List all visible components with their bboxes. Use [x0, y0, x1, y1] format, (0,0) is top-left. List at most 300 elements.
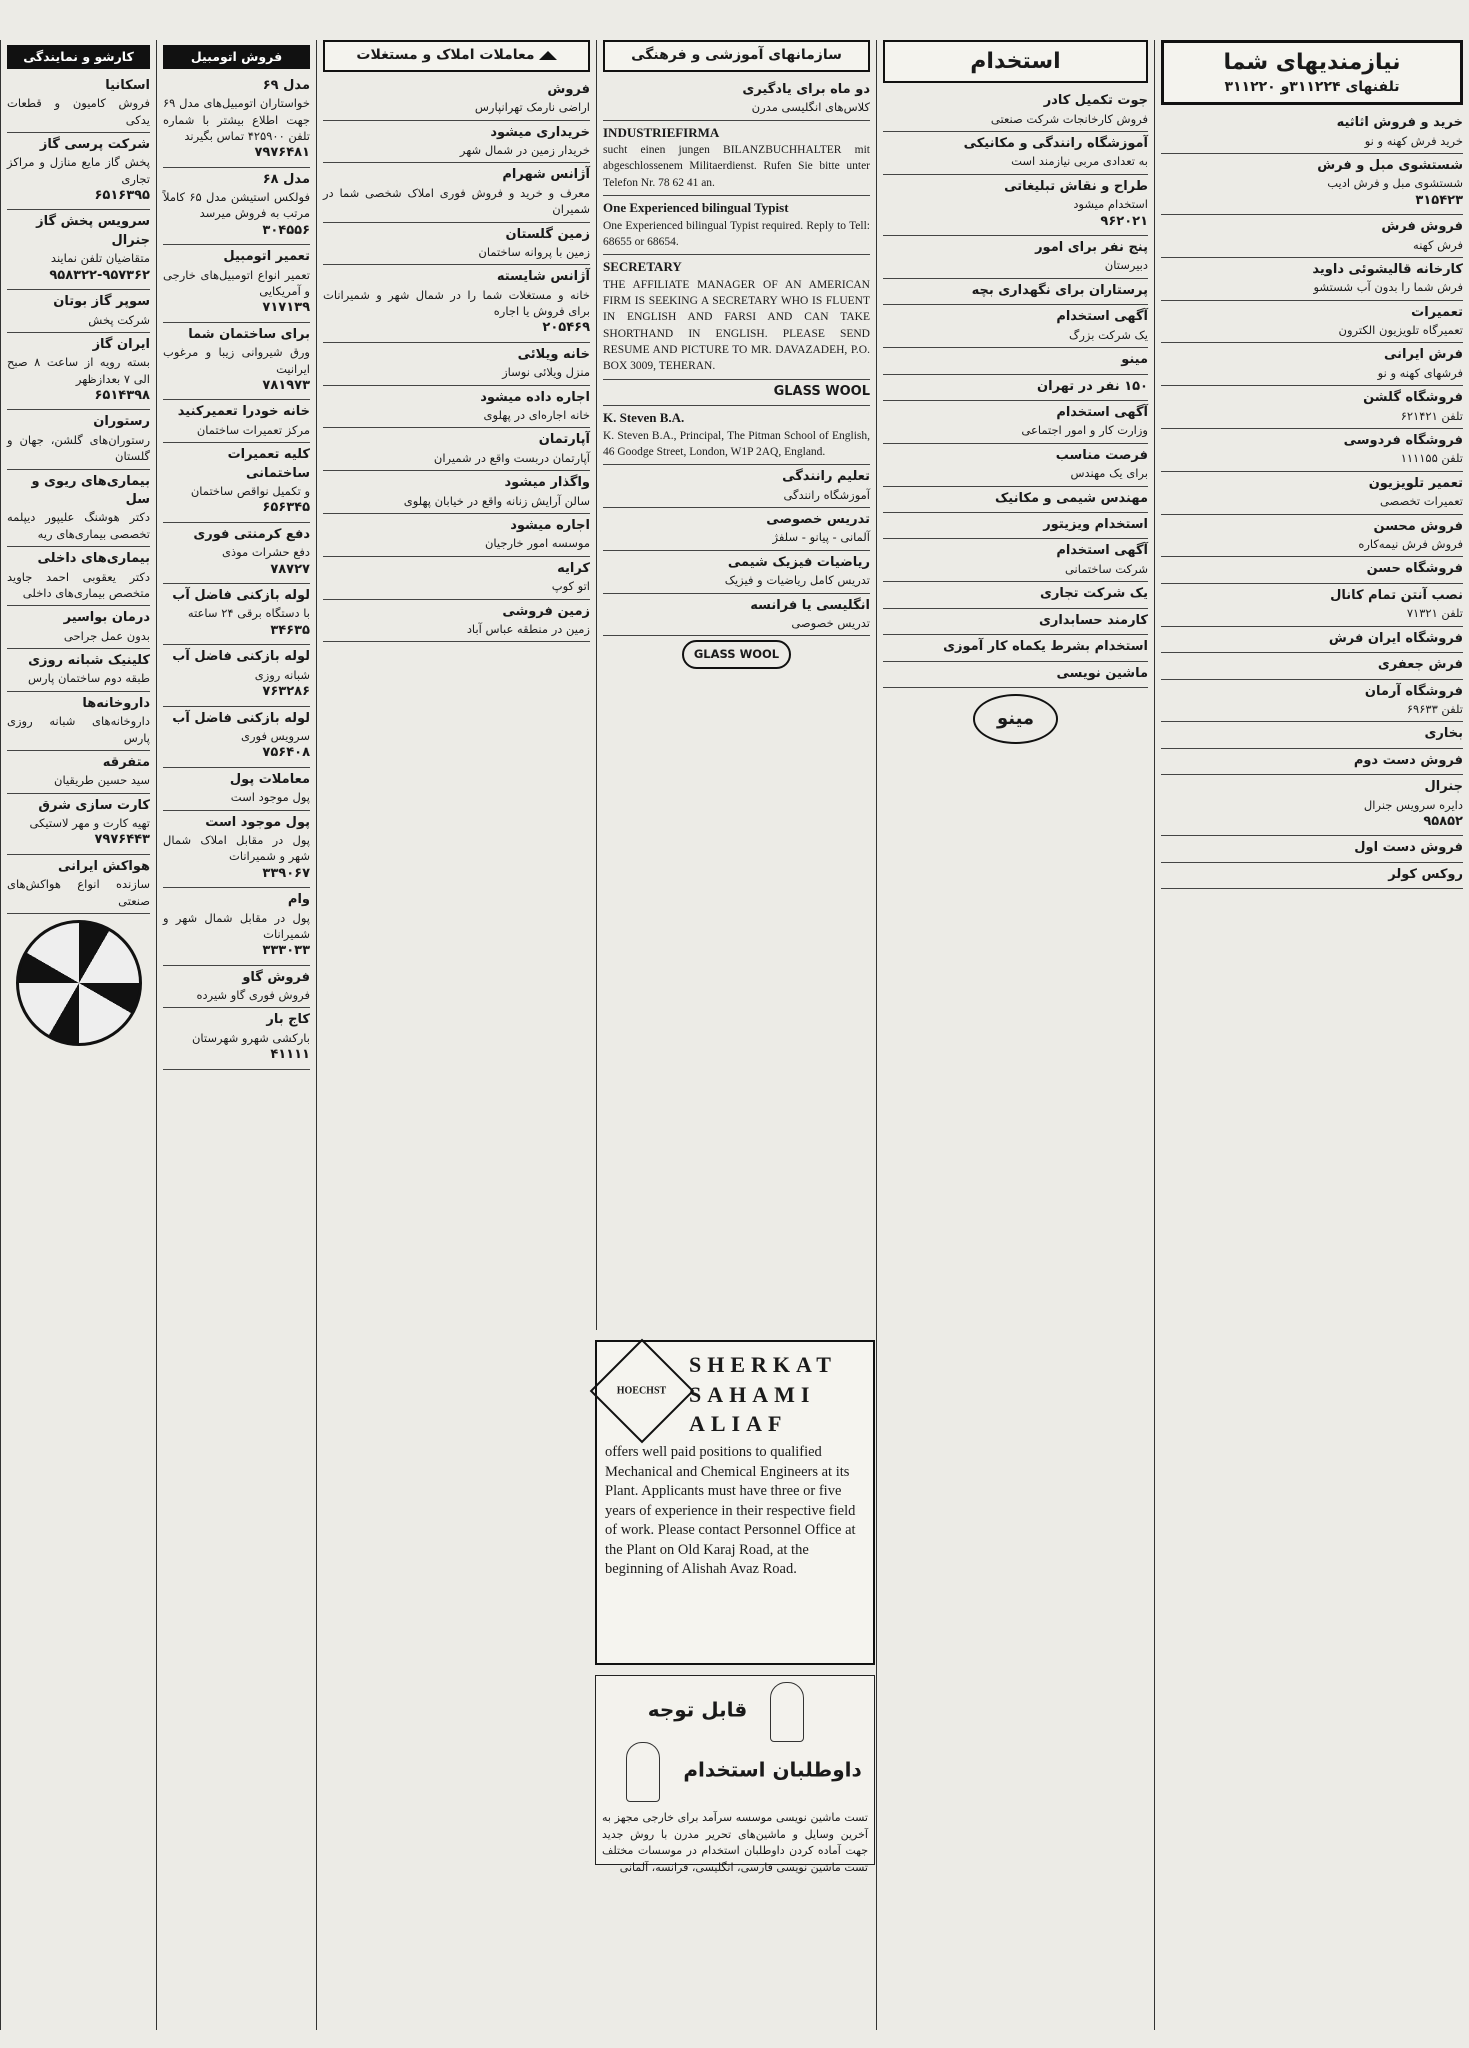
ad-title: تعلیم رانندگی: [782, 469, 870, 485]
ad-title: فروش: [547, 81, 590, 97]
ad-title: ریاضیات فیزیک شیمی: [727, 554, 870, 570]
ad-body: دبیرستان: [1104, 258, 1148, 273]
classified-ad: [7, 333, 150, 411]
classified-ad: [1161, 749, 1463, 775]
ad-body: تعمیرگاه تلویزیون الکترون: [1338, 323, 1463, 338]
ad-body: بسته رویه از ساعت ۸ صبح الی ۷ بعدازظهر: [7, 355, 150, 386]
ad-title: استخدام بشرط یکماه کار آموزی: [943, 639, 1148, 655]
classified-ad: [1161, 386, 1463, 429]
hoechst-logo: HOECHST: [590, 1339, 695, 1444]
classified-ad: [7, 649, 150, 692]
header-phones: تلفنهای ۳۱۱۲۲۴و ۳۱۱۲۲۰: [1224, 79, 1400, 96]
house-icon: [539, 51, 557, 60]
ad-title: شرکت پرسی گاز: [39, 136, 150, 152]
classified-ad: [7, 794, 150, 855]
classified-ad: [1161, 301, 1463, 344]
ad-body: فولکس استیشن مدل ۶۵ کاملاً مرتب به فروش میرسد: [163, 190, 310, 221]
ad-title: لوله بازکنی فاضل آب: [172, 649, 310, 665]
ad-title: فروشگاه حسن: [1366, 561, 1463, 577]
ad-title: One Experienced bilingual Typist: [603, 200, 789, 216]
classified-ad: [163, 443, 310, 523]
fan-icon: [16, 920, 142, 1046]
classified-ad: [883, 236, 1148, 279]
ad-body: دکتر یعقوبی احمد جاوید متخصص بیماری‌های داخلی: [7, 569, 150, 600]
classified-ad: [1161, 722, 1463, 748]
ad-title: رستوران: [93, 414, 150, 430]
classified-ad: [163, 811, 310, 889]
ad-body: بدون عمل جراحی: [63, 628, 150, 643]
ad-title: کلینیک شبانه روزی: [28, 653, 150, 669]
ad-title: مدل ۶۹: [262, 77, 310, 93]
column-6: [1154, 40, 1469, 2030]
ad-title: تعمیر اتومبیل: [223, 249, 310, 265]
ad-body: فروش کامیون و قطعات یدکی: [7, 96, 150, 127]
classified-ad: [1161, 215, 1463, 258]
ad-phone: ۹۶۲۰۲۱: [1100, 213, 1148, 229]
classified-ad: [883, 487, 1148, 513]
classified-ad: [603, 255, 870, 379]
classified-ad: [1161, 472, 1463, 515]
ad-title: آژانس شایسته: [496, 269, 590, 285]
ad-body: شرکت پخش: [88, 312, 150, 327]
classified-ad: [323, 121, 590, 164]
ad-title: فروشگاه فردوسی: [1343, 433, 1463, 449]
classified-ad: [1161, 863, 1463, 889]
ad-title: آگهی استخدام: [1056, 309, 1148, 325]
column-5-header: [883, 40, 1148, 83]
ad-body: تهیه کارت و مهر لاستیکی: [29, 816, 150, 831]
column-2-ads: [163, 74, 310, 1070]
classified-ad: [163, 523, 310, 584]
ad-body: با دستگاه برقی ۲۴ ساعته: [187, 606, 310, 621]
ad-title: کاج بار: [266, 1012, 310, 1028]
ad-title: لوله بازکنی فاضل آب: [172, 710, 310, 726]
ad-title: تعمیرات: [1411, 304, 1463, 320]
ad-title: آپارتمان: [538, 432, 590, 448]
header-title: نیازمندیهای شما: [1223, 50, 1401, 75]
classified-ad: [7, 290, 150, 333]
ad-title: استخدام ویزیتور: [1043, 516, 1148, 532]
ad-body: خواستاران اتومبیل‌های مدل ۶۹ جهت اطلاع بیشتر با شماره تلفن ۴۲۵۹۰۰ تماس بگیرند: [163, 96, 310, 143]
header-title: استخدام: [970, 49, 1061, 74]
ad-phone: ۷۶۳۲۸۶: [262, 684, 310, 700]
column-6-header: [1161, 40, 1463, 105]
ad-title: GLASS WOOL: [773, 383, 870, 399]
mino-logo: مینو: [973, 694, 1058, 744]
classified-ad: [883, 609, 1148, 635]
ad-body: خانه اجاره‌ای در پهلوی: [483, 408, 590, 423]
header-title: سازمانهای آموزشی و فرهنگی: [631, 47, 842, 63]
ad-body: آموزشگاه رانندگی: [783, 487, 870, 502]
ad-title: شستشوی مبل و فرش: [1317, 157, 1463, 173]
ad-title: مینو: [1121, 352, 1148, 368]
ad-body: تلفن ۱۱۱۱۵۵: [1400, 451, 1463, 466]
ad-body: زمین با پروانه ساختمان: [478, 245, 590, 259]
ad-phone: ۳۱۵۴۲۳: [1415, 192, 1463, 208]
classified-ad: [323, 471, 590, 514]
classified-ad: [7, 692, 150, 751]
ad-body: سازنده انواع هواکش‌های صنعتی: [7, 877, 150, 908]
ad-title: واگذار میشود: [504, 475, 590, 491]
classified-ad: [883, 513, 1148, 539]
ad-title: هواکش ایرانی: [58, 858, 150, 874]
ad-body: تلفن ۶۹۶۳۳: [1406, 701, 1463, 716]
ad-body: استخدام میشود: [1073, 197, 1148, 212]
ad-body: شستشوی مبل و فرش ادیب: [1327, 176, 1463, 191]
ad-body: تلفن ۶۲۱۴۲۱: [1400, 408, 1463, 423]
ad-title: مدل ۶۸: [262, 171, 310, 187]
ad-title: آگهی استخدام: [1056, 404, 1148, 420]
classified-ad: [1161, 258, 1463, 301]
ad-title: بیماری‌های ریوی و سل: [31, 473, 150, 508]
ad-body: برای یک مهندس: [1070, 466, 1148, 481]
ad-title: ایران گاز: [92, 336, 150, 352]
classified-ad: [1161, 515, 1463, 558]
ad-title: بیماری‌های داخلی: [37, 551, 150, 567]
classified-ad: [323, 557, 590, 600]
column-2: [156, 40, 316, 2030]
ad-title: INDUSTRIEFIRMA: [603, 124, 720, 140]
ad-title: خانه ویلائی: [517, 346, 590, 362]
column-6-ads: [1161, 111, 1463, 889]
classified-ad: [163, 707, 310, 768]
ad-phone: ۷۹۷۶۴۸۱: [254, 145, 310, 161]
classified-ad: [7, 470, 150, 548]
ad-body: موسسه امور خارجیان: [484, 536, 590, 551]
column-1-ads: [7, 74, 150, 914]
classified-ad: [603, 406, 870, 465]
ad-title: وام: [287, 892, 310, 908]
ad-title: فروش دست اول: [1354, 840, 1463, 856]
classified-ad: [1161, 653, 1463, 679]
ad-body: تست ماشین نویسی موسسه سرآمد برای خارجی مجهز به آخرین وسایل و ماشین‌های تحریر مدرن با روش جدید جهت آماده کردن داوطلبان استخدام در موسسات مختلف تست ماشین نویسی فارسی، انگلیسی، فرانسه، آلمانی: [602, 1811, 868, 1874]
ad-title: خریداری میشود: [490, 124, 590, 140]
ad-phone: ۷۹۷۶۴۴۳: [94, 832, 150, 848]
classified-ad: [163, 966, 310, 1009]
column-3: [316, 40, 596, 2030]
classified-ad: [603, 508, 870, 551]
ad-phone: ۹۵۸۳۲۲-۹۵۷۳۶۲: [49, 267, 150, 283]
ad-title: اسکانیا: [105, 77, 150, 93]
classified-ad: [1161, 343, 1463, 386]
classified-ad: [163, 74, 310, 168]
column-5: [876, 40, 1154, 2030]
ad-body: سرویس فوری: [240, 728, 310, 743]
hoechst-ad: [595, 1340, 875, 1665]
ad-body: و تکمیل نواقص ساختمان: [190, 484, 310, 499]
ad-title: زمین گلستان: [505, 226, 590, 242]
classified-ad: [883, 132, 1148, 175]
classified-ad: [1161, 111, 1463, 154]
ad-title: سرویس پخش گاز جنرال: [36, 214, 150, 248]
classified-ad: [1161, 154, 1463, 215]
ad-body: پول موجود است: [230, 790, 310, 805]
classified-ad: [7, 210, 150, 290]
ad-title: اجاره میشود: [510, 518, 590, 534]
ad-body: THE AFFILIATE MANAGER OF AN AMERICAN FIRM IS SEEKING A SECRETARY WHO IS FLUENT IN ENGLISH AND FARSI AND CAN TAKE SHORTHAND IN ENGLISH. PLEASE SEND RESUME AND PICTURE TO MR. DAVAZADEH, P.O. BOX 3009, TEHERAN.: [603, 278, 870, 373]
ad-body: خرید فرش کهنه و نو: [1364, 133, 1463, 148]
ad-title: پول موجود است: [205, 814, 310, 830]
ad-body: منزل ویلائی نوساز: [502, 365, 590, 380]
ad-body: پول در مقابل املاک شمال شهر و شمیرانات: [163, 832, 310, 864]
ad-title: ۱۵۰ نفر در تهران: [1037, 378, 1148, 394]
classified-ad: [883, 401, 1148, 444]
classified-ad: [1161, 584, 1463, 627]
classified-ad: [1161, 429, 1463, 472]
ad-title: سوپر گاز بوتان: [53, 294, 150, 310]
ad-body: sucht einen jungen BILANZBUCHHALTER mit abgeschlossenem Militaerdienst. Rufen Sie bitte unter Telefon Nr. 78 62 41 an.: [603, 144, 870, 189]
ad-phone: ۳۰۴۵۵۶: [262, 222, 310, 238]
ad-title: تدریس خصوصی: [766, 511, 870, 527]
ad-title: داروخانه‌ها: [82, 695, 150, 711]
classified-ad: [603, 196, 870, 255]
ad-body: مرکز تعمیرات ساختمان: [196, 422, 310, 437]
ad-title: دو ماه برای یادگیری: [742, 81, 870, 97]
ad-body: K. Steven B.A., Principal, The Pitman School of English, 46 Goodge Street, London, W1P 2AQ, England.: [603, 429, 870, 458]
ad-title: روکس کولر: [1388, 866, 1463, 882]
column-5-ads: [883, 89, 1148, 688]
ad-title: فرش جعفری: [1377, 657, 1463, 673]
ad-body: دایره سرویس جنرال: [1363, 797, 1463, 812]
classified-ad: [163, 768, 310, 811]
ad-phone: ۲۰۵۴۶۹: [542, 320, 590, 336]
classified-ad: [7, 74, 150, 133]
ad-body: سید حسین طریقیان: [54, 773, 150, 788]
ad-title: اجاره داده میشود: [480, 389, 590, 405]
ad-body: تدریس کامل ریاضیات و فیزیک: [724, 573, 870, 588]
ad-phone: ۶۵۱۶۳۹۵: [94, 187, 150, 203]
woman-figure-icon: [770, 1682, 804, 1742]
ad-body: تعمیرات تخصصی: [1379, 494, 1463, 509]
column-3-header: [323, 40, 590, 72]
classified-ad: [163, 323, 310, 401]
classified-ad: [7, 133, 150, 211]
classified-ad: [883, 635, 1148, 661]
ad-title: خرید و فروش اثاثیه: [1336, 115, 1463, 131]
ad-phone: ۶۵۱۴۳۹۸: [94, 388, 150, 403]
ad-title: قابل توجه داوطلبان استخدام: [647, 1697, 862, 1782]
ad-title: کارمند حسابداری: [1038, 612, 1148, 628]
ad-title: پنج نفر برای امور: [1035, 240, 1148, 256]
ad-title: برای ساختمان شما: [188, 326, 310, 342]
ad-title: طراح و نقاش تبلیغاتی: [1004, 178, 1148, 194]
ad-body: پول در مقابل شمال شهر و شمیرانات: [163, 910, 310, 941]
classified-ad: [883, 582, 1148, 608]
classified-ad: [883, 89, 1148, 132]
column-4-ads: [603, 78, 870, 636]
ad-body: رستوران‌های گلشن، جهان و گلستان: [7, 432, 150, 464]
ad-title: فرش ایرانی: [1384, 347, 1463, 363]
ad-title: دفع کرمنتی فوری: [193, 526, 310, 542]
classified-ad: [7, 410, 150, 469]
classified-ad: [323, 600, 590, 643]
ad-title: آموزشگاه رانندگی و مکانیکی: [963, 136, 1148, 152]
classified-ad: [883, 444, 1148, 487]
classified-ad: [323, 428, 590, 471]
ad-body: پخش گاز مایع منازل و مراکز تجاری: [7, 155, 150, 186]
ad-body: به تعدادی مربی نیازمند است: [1011, 154, 1148, 169]
classified-ad: [1161, 836, 1463, 862]
column-3-ads: [323, 78, 590, 642]
ad-body: ورق شیروانی زیبا و مرغوب ایرانیت: [163, 345, 310, 376]
ad-title: پرستاران برای نگهداری بچه: [971, 282, 1148, 298]
ad-body: فروش فرش نیمه‌کاره: [1358, 537, 1463, 552]
header-title: معاملات املاک و مستغلات: [356, 47, 535, 63]
ad-phone: ۹۵۸۵۲: [1423, 813, 1463, 829]
ad-title: درمان بواسیر: [63, 610, 150, 626]
classified-ad: [883, 348, 1148, 374]
classified-ad: [603, 551, 870, 594]
ad-body: اتو کوپ: [551, 579, 590, 594]
classified-ad: [1161, 557, 1463, 583]
ad-title: متفرقه: [102, 754, 150, 770]
classified-ad: [883, 539, 1148, 582]
company-name: SHERKAT SAHAMI ALIAF: [689, 1352, 837, 1437]
ad-body: شبانه روزی: [254, 667, 310, 682]
ad-phone: ۷۱۷۱۳۹: [262, 300, 310, 316]
classified-ad: [323, 78, 590, 121]
classified-ad: [603, 121, 870, 196]
classified-ad: [883, 279, 1148, 305]
ad-title: ماشین نویسی: [1056, 665, 1148, 681]
typing-test-ad: [595, 1675, 875, 1874]
ad-phone: ۳۴۶۳۵: [270, 622, 310, 638]
classified-ad: [7, 547, 150, 606]
classified-ad: [883, 662, 1148, 688]
ad-body: خریدار زمین در شمال شهر: [459, 143, 590, 158]
ad-title: فروش گاو: [242, 969, 310, 985]
ad-body: بارکشی شهرو شهرستان: [191, 1030, 310, 1045]
ad-body: دفع حشرات موذی: [221, 545, 310, 560]
ad-title: نصب آنتن تمام کانال: [1330, 587, 1463, 603]
ad-body: One Experienced bilingual Typist required. Reply to Tell: 68655 or 68654.: [603, 219, 870, 248]
ad-body: شرکت ساختمانی: [1064, 561, 1148, 576]
column-2-header: فروش اتومبیل: [163, 45, 310, 69]
ad-phone: ۷۸۱۹۷۳: [262, 377, 310, 393]
column-1-header: کارشو و نمایندگی: [7, 45, 150, 69]
classified-ad: [163, 168, 310, 246]
classified-ad: [1161, 775, 1463, 836]
classified-ad: [7, 606, 150, 649]
ad-body: آلمانی - پیانو - سلفژ: [772, 530, 870, 545]
ad-body: فرش شما را بدون آب شستشو: [1313, 280, 1463, 295]
ad-title: کارخانه قالیشوئی داوید: [1312, 261, 1463, 277]
ad-title: کلیه تعمیرات ساختمانی: [227, 447, 310, 481]
classified-ad: [323, 223, 590, 266]
ad-body: سالن آرایش زنانه واقع در خیابان پهلوی: [403, 493, 590, 508]
classified-ad: [883, 175, 1148, 236]
ad-title: جنرال: [1424, 779, 1463, 795]
classified-ad: [163, 584, 310, 645]
ad-body: معرف و خرید و فروش فوری املاک شخصی شما در شمیران: [323, 185, 590, 217]
ad-body: داروخانه‌های شبانه روزی پارس: [7, 714, 150, 745]
ad-body: خانه و مستغلات شما را در شمال شهر و شمیرانات برای فروش یا اجاره: [323, 287, 590, 319]
ad-title: کارت سازی شرق: [38, 797, 150, 813]
ad-title: یک شرکت تجاری: [1040, 586, 1148, 602]
classified-ad: [163, 1008, 310, 1069]
ad-body: دکتر هوشنگ علیپور دیپلمه تخصصی بیماری‌های ریه: [7, 510, 150, 541]
classified-ad: [323, 386, 590, 429]
ad-phone: ۶۵۶۳۴۵: [262, 500, 310, 516]
classified-ad: [883, 305, 1148, 348]
ad-title: معاملات پول: [229, 771, 310, 787]
ad-title: فرصت مناسب: [1055, 447, 1148, 463]
classified-ad: [1161, 680, 1463, 723]
ad-title: SECRETARY: [603, 259, 682, 275]
woman-figure-icon: [626, 1742, 660, 1802]
ad-body: متقاضیان تلفن نمایند: [50, 251, 150, 266]
ad-phone: ۷۵۶۴۰۸: [262, 745, 310, 761]
ad-title: زمین فروشی: [502, 603, 590, 619]
classified-ad: [323, 163, 590, 222]
classified-ad: [603, 465, 870, 508]
classified-ad: [603, 380, 870, 406]
classified-ad: [163, 888, 310, 966]
column-4-header: [603, 40, 870, 72]
ad-title: فروشگاه آرمان: [1364, 683, 1463, 699]
ad-title: مهندس شیمی و مکانیک: [995, 490, 1148, 506]
ad-body: فرش کهنه: [1413, 237, 1463, 252]
classified-ad: [163, 645, 310, 706]
ad-body: یک شرکت بزرگ: [1069, 327, 1148, 342]
classified-ad: [603, 78, 870, 121]
ad-title: آژانس شهرام: [502, 167, 590, 183]
ad-phone: ۳۳۳۰۳۳: [262, 943, 310, 959]
ad-title: خانه خودرا تعمیرکنید: [177, 404, 310, 420]
ad-body: فرشهای کهنه و نو: [1377, 365, 1463, 380]
classified-ad: [163, 245, 310, 323]
ad-title: لوله بازکنی فاضل آب: [172, 588, 310, 604]
ad-body: وزارت کار و امور اجتماعی: [1021, 423, 1148, 438]
ad-title: جوت تکمیل کادر: [1043, 93, 1148, 109]
ad-body: طبقه دوم ساختمان پارس: [28, 671, 150, 686]
ad-phone: ۴۱۱۱۱: [270, 1047, 310, 1063]
glass-wool-logo: GLASS WOOL: [682, 640, 791, 668]
classified-ad: [323, 343, 590, 386]
column-4: [596, 40, 876, 1330]
ad-body: تدریس خصوصی: [791, 615, 870, 630]
classified-ad: [883, 375, 1148, 401]
ad-phone: ۳۳۹۰۶۷: [262, 865, 310, 881]
classified-ad: [163, 400, 310, 443]
ad-title: فروشگاه گلشن: [1363, 390, 1463, 406]
ad-title: K. Steven B.A.: [603, 410, 685, 426]
classified-ad: [323, 514, 590, 557]
ad-title: فروش دست دوم: [1353, 752, 1463, 768]
ad-phone: ۷۸۷۲۷: [270, 561, 310, 577]
ad-body: کلاس‌های انگلیسی مدرن: [751, 100, 870, 115]
ad-title: فروش فرش: [1381, 219, 1463, 235]
ad-title: تعمیر تلویزیون: [1368, 475, 1463, 491]
ad-title: کرایه: [557, 560, 590, 576]
ad-title: آگهی استخدام: [1056, 543, 1148, 559]
ad-title: انگلیسی یا فرانسه: [750, 597, 870, 613]
ad-body: فروش کارخانجات شرکت صنعتی: [990, 111, 1148, 126]
ad-title: فروش محسن: [1373, 518, 1463, 534]
ad-body: فروش فوری گاو شیرده: [196, 988, 310, 1003]
classified-ad: [1161, 627, 1463, 653]
ad-title: بخاری: [1424, 726, 1463, 742]
ad-body: آپارتمان دربست واقع در شمیران: [433, 450, 590, 465]
classified-ad: [7, 855, 150, 914]
ad-body: تلفن ۷۱۳۲۱: [1406, 606, 1463, 621]
classified-ad: [603, 594, 870, 637]
ad-title: فروشگاه ایران فرش: [1328, 630, 1463, 646]
classified-ad: [323, 265, 590, 343]
ad-body: اراضی نارمک تهرانپارس: [474, 100, 590, 115]
column-1: [0, 40, 156, 2030]
classified-ad: [7, 751, 150, 794]
